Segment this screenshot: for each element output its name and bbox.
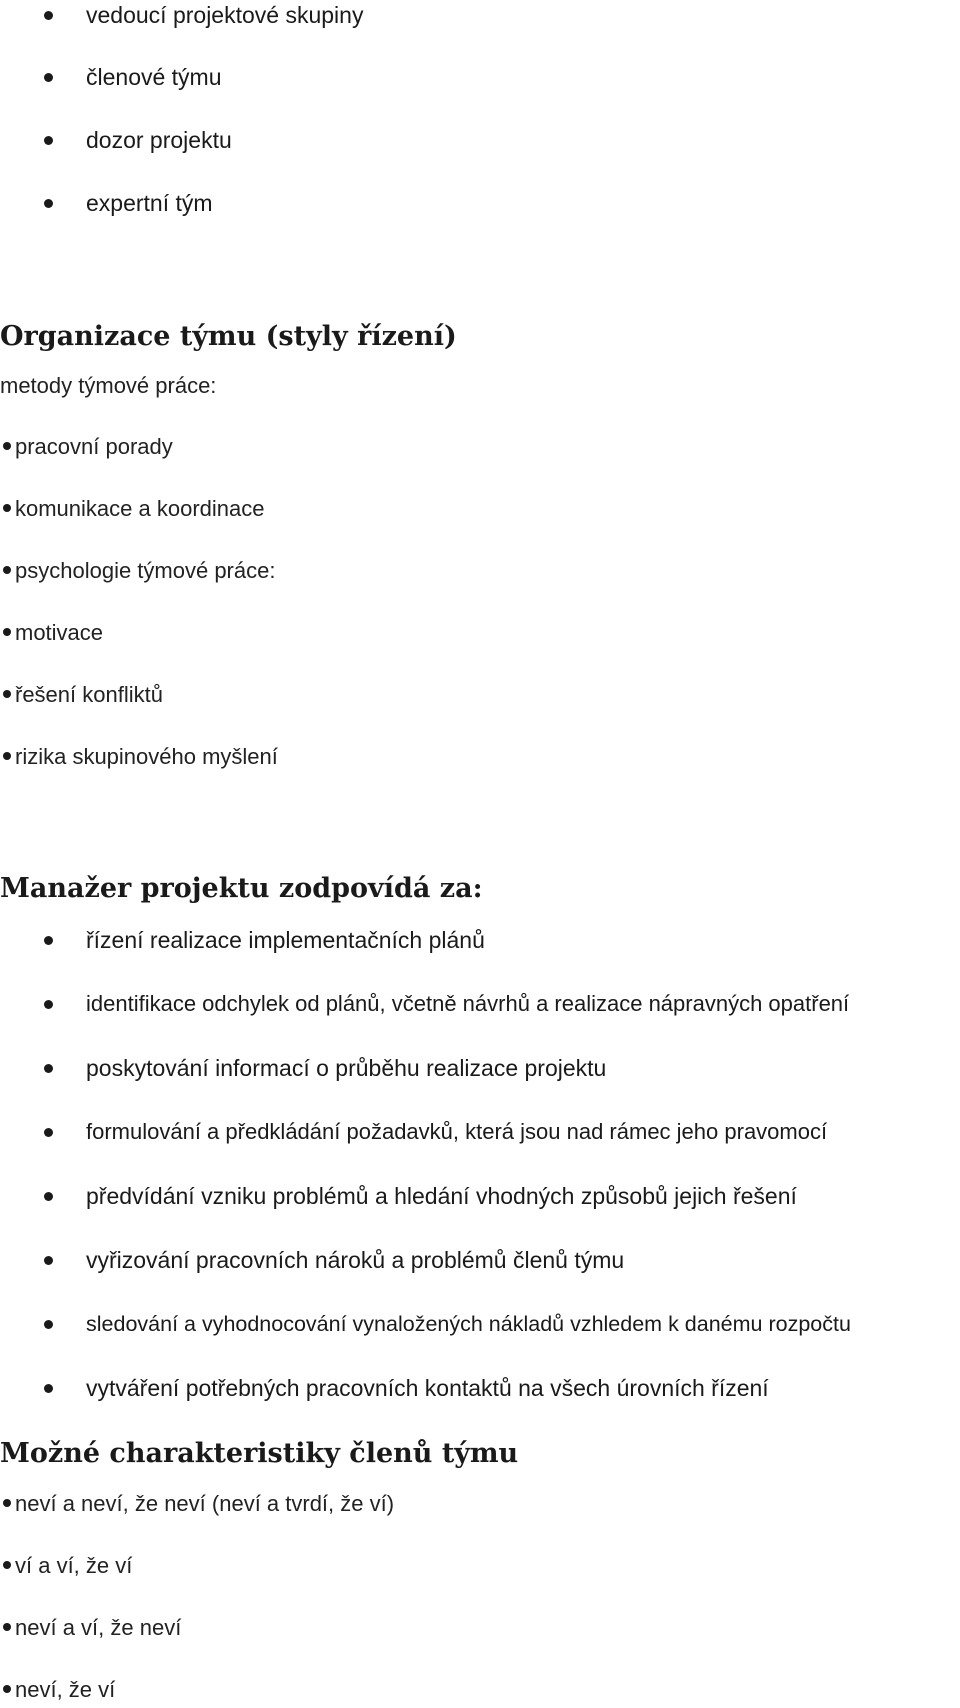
bullet-icon	[44, 1064, 53, 1073]
bullet-icon	[3, 1561, 11, 1569]
bullet-icon	[44, 11, 53, 20]
bullet-icon	[3, 504, 11, 512]
bullet-icon	[44, 73, 53, 82]
list-item-text: rizika skupinového myšlení	[15, 744, 278, 769]
section-heading: Možné charakteristiky členů týmu	[0, 1438, 519, 1469]
list-item-text: neví a ví, že neví	[15, 1615, 182, 1640]
bullet-icon	[3, 628, 11, 636]
list-item	[0, 618, 103, 648]
list-item	[0, 742, 278, 772]
list-item-text: vedoucí projektové skupiny	[86, 2, 364, 28]
list-item-text: předvídání vzniku problémů a hledání vhodných způsobů jejich řešení	[86, 1183, 797, 1209]
list-item-text: ví a ví, že ví	[15, 1553, 133, 1578]
list-item-text: psychologie týmové práce:	[15, 558, 276, 583]
bullet-icon	[3, 690, 11, 698]
list-item-text: řešení konfliktů	[15, 682, 163, 707]
bullet-icon	[44, 1320, 53, 1329]
list-item-text: identifikace odchylek od plánů, včetně návrhů a realizace nápravných opatření	[86, 991, 850, 1016]
list-item	[0, 1675, 115, 1705]
list-item-text: řízení realizace implementačních plánů	[86, 927, 485, 953]
list-item-text: komunikace a koordinace	[15, 496, 265, 521]
list-item-text: expertní tým	[86, 190, 213, 216]
list-item	[0, 494, 264, 524]
bullet-icon	[44, 1128, 53, 1137]
bullet-icon	[3, 1685, 11, 1693]
bullet-icon	[3, 566, 11, 574]
bullet-icon	[44, 1256, 53, 1265]
list-item	[0, 556, 275, 586]
list-item-text: neví a neví, že neví (neví a tvrdí, že ví)	[15, 1491, 395, 1516]
bullet-icon	[3, 752, 11, 760]
list-item-text: vyřizování pracovních nároků a problémů členů týmu	[86, 1247, 625, 1273]
bullet-icon	[44, 936, 53, 945]
bullet-icon	[44, 136, 53, 145]
bullet-icon	[44, 1192, 53, 1201]
list-item-text: motivace	[15, 620, 104, 645]
list-item-text: sledování a vyhodnocování vynaložených nákladů vzhledem k danému rozpočtu	[86, 1312, 851, 1336]
bullet-icon	[44, 1000, 53, 1009]
section-heading: Manažer projektu zodpovídá za:	[0, 873, 483, 904]
bullet-icon	[44, 199, 53, 208]
list-item-text: členové týmu	[86, 64, 222, 90]
list-item-text: pracovní porady	[15, 434, 173, 459]
list-item-text: poskytování informací o průběhu realizace projektu	[86, 1055, 607, 1081]
bullet-icon	[3, 442, 11, 450]
bullet-icon	[3, 1499, 11, 1507]
list-item	[0, 432, 173, 462]
list-item-text: neví, že ví	[15, 1677, 116, 1702]
list-item	[0, 1489, 394, 1519]
list-item-text: formulování a předkládání požadavků, která jsou nad rámec jeho pravomocí	[86, 1119, 828, 1144]
list-item-text: vytváření potřebných pracovních kontaktů na všech úrovních řízení	[86, 1375, 769, 1401]
list-item	[0, 680, 163, 710]
list-item	[0, 1613, 181, 1643]
bullet-icon	[44, 1384, 53, 1393]
section-heading: Organizace týmu (styly řízení)	[0, 321, 457, 352]
list-item	[0, 1551, 132, 1581]
section-intro: metody týmové práce:	[0, 373, 217, 398]
bullet-icon	[3, 1623, 11, 1631]
list-item-text: dozor projektu	[86, 127, 232, 153]
